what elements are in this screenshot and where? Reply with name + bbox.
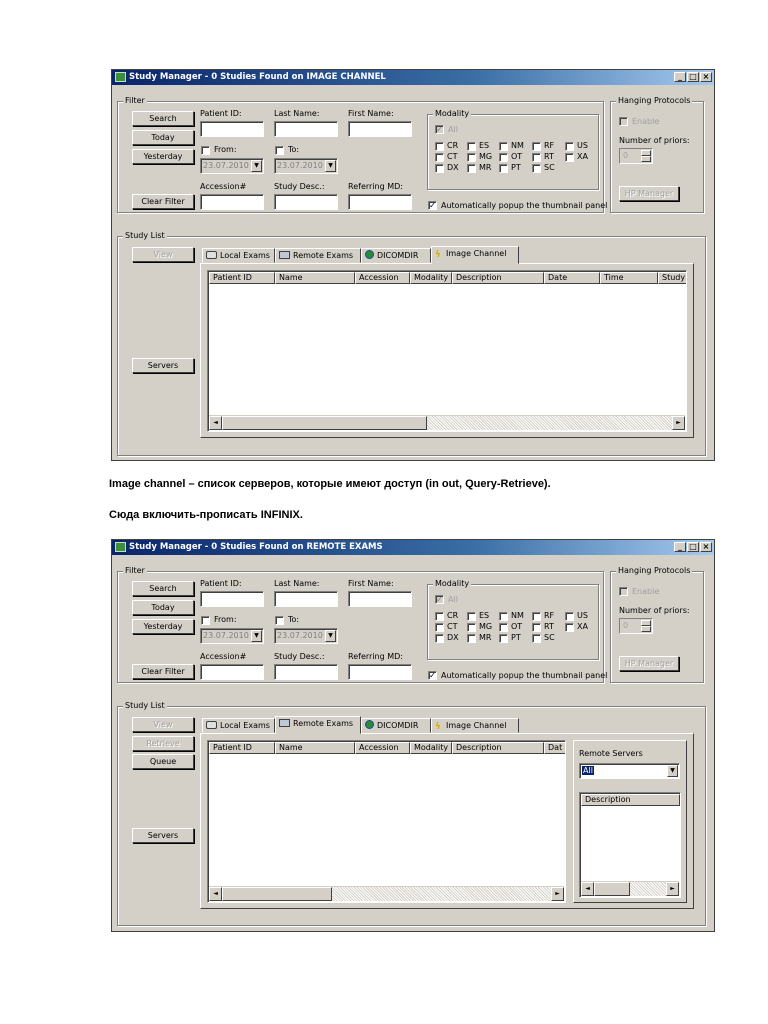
priors-value: 0: [623, 621, 629, 630]
column-header-study[interactable]: Study: [658, 272, 687, 284]
from-date-picker[interactable]: [200, 158, 264, 174]
priors-spinner[interactable]: [619, 618, 653, 634]
maximize-button[interactable]: □: [687, 72, 699, 82]
all-checkbox[interactable]: ✓: [436, 595, 443, 604]
to-label: To:: [288, 145, 300, 154]
modality-checkbox-pt[interactable]: [499, 634, 508, 643]
modality-label-mg: MG: [479, 152, 493, 161]
column-header-accession[interactable]: Accession: [355, 742, 410, 754]
study-list-label: Study List: [125, 231, 165, 240]
globe-icon: [365, 250, 374, 259]
all-label: All: [448, 125, 458, 134]
column-header-patient-id[interactable]: Patient ID: [209, 742, 275, 754]
scroll-left-icon[interactable]: ◄: [209, 416, 222, 430]
modality-label-nm: NM: [511, 611, 524, 620]
scroll-left-icon[interactable]: ◄: [581, 882, 594, 896]
accession-input[interactable]: [200, 664, 264, 680]
first-name-input[interactable]: [348, 121, 412, 137]
scroll-track[interactable]: [332, 887, 551, 901]
modality-label-us: US: [577, 611, 588, 620]
tab-dicomdir[interactable]: [361, 248, 431, 263]
study-table[interactable]: [207, 270, 687, 432]
column-header-description[interactable]: Description: [581, 794, 680, 806]
modality-checkbox-pt[interactable]: [499, 164, 508, 173]
modality-checkbox-sc[interactable]: [532, 634, 541, 643]
column-header-name[interactable]: Name: [275, 272, 355, 284]
enable-label: Enable: [632, 587, 660, 596]
scroll-thumb[interactable]: [594, 882, 630, 896]
yesterday-button[interactable]: Yesterday: [132, 619, 194, 634]
search-button[interactable]: Search: [132, 581, 194, 596]
app-icon: [115, 542, 126, 552]
hanging-protocols-label: Hanging Protocols: [618, 566, 691, 575]
enable-label: Enable: [632, 117, 660, 126]
modality-label-pt: PT: [511, 633, 521, 642]
modality-checkbox-nm[interactable]: [499, 612, 508, 621]
scroll-thumb[interactable]: [222, 416, 427, 430]
first-name-label: First Name:: [348, 109, 394, 118]
remote-servers-label: Remote Servers: [579, 749, 643, 758]
chevron-down-icon[interactable]: ▼: [325, 160, 336, 172]
number-of-priors-label: Number of priors:: [619, 606, 690, 615]
study-table[interactable]: [207, 740, 566, 903]
auto-popup-checkbox[interactable]: ✓: [429, 671, 436, 680]
horizontal-scrollbar[interactable]: [581, 881, 679, 896]
title-bar: [112, 70, 714, 85]
to-checkbox[interactable]: [275, 146, 284, 155]
to-checkbox[interactable]: [275, 616, 284, 625]
study-desc-label: Study Desc.:: [274, 652, 325, 661]
from-date-value: 23.07.2010: [203, 631, 249, 640]
view-button[interactable]: View: [132, 247, 194, 262]
tab-label: DICOMDIR: [377, 251, 419, 260]
to-date-value: 23.07.2010: [277, 631, 323, 640]
accession-input[interactable]: [200, 194, 264, 210]
auto-popup-label: Automatically popup the thumbnail panel: [441, 201, 608, 210]
scroll-left-icon[interactable]: ◄: [209, 887, 222, 901]
modality-checkbox-nm[interactable]: [499, 142, 508, 151]
scroll-thumb[interactable]: [222, 887, 332, 901]
modality-checkbox-rf[interactable]: [532, 142, 541, 151]
last-name-input[interactable]: [274, 121, 338, 137]
modality-label-mr: MR: [479, 633, 492, 642]
server-description-list[interactable]: [579, 792, 681, 898]
modality-label-es: ES: [479, 611, 490, 620]
chevron-down-icon[interactable]: ▼: [251, 160, 262, 172]
modality-label-cr: CR: [447, 611, 459, 620]
modality-checkbox-rf[interactable]: [532, 612, 541, 621]
enable-checkbox[interactable]: [619, 117, 628, 126]
tab-label: Image Channel: [446, 721, 507, 730]
yesterday-button[interactable]: Yesterday: [132, 149, 194, 164]
tab-dicomdir[interactable]: [361, 718, 431, 733]
modality-label-mg: MG: [479, 622, 493, 631]
study-desc-input[interactable]: [274, 194, 338, 210]
scroll-right-icon[interactable]: ►: [551, 887, 564, 901]
window-title: Study Manager - 0 Studies Found on IMAGE CHANNEL: [129, 72, 386, 82]
hp-manager-button[interactable]: HP Manager: [619, 186, 679, 201]
priors-spinner[interactable]: [619, 148, 653, 164]
column-header-description[interactable]: Description: [452, 742, 544, 754]
tab-label: Remote Exams: [293, 251, 354, 260]
network-icon: [279, 251, 290, 259]
modality-checkbox-cr[interactable]: [435, 142, 444, 151]
tab-local-exams[interactable]: [202, 718, 275, 733]
search-button[interactable]: Search: [132, 111, 194, 126]
from-checkbox[interactable]: [201, 146, 210, 155]
modality-label-es: ES: [479, 141, 490, 150]
modality-label-ct: CT: [447, 622, 458, 631]
patient-id-label: Patient ID:: [200, 109, 242, 118]
close-button[interactable]: ×: [700, 72, 712, 82]
tab-image-channel[interactable]: [431, 246, 519, 264]
from-label: From:: [214, 145, 237, 154]
accession-label: Accession#: [200, 652, 247, 661]
clear-filter-button[interactable]: Clear Filter: [132, 664, 194, 679]
modality-label-ct: CT: [447, 152, 458, 161]
lightning-icon: ϟ: [435, 722, 441, 732]
hp-manager-button[interactable]: HP Manager: [619, 656, 679, 671]
scroll-right-icon[interactable]: ►: [672, 416, 685, 430]
tab-label: Image Channel: [446, 249, 507, 258]
modality-checkbox-us[interactable]: [565, 612, 574, 621]
tab-local-exams[interactable]: [202, 248, 275, 263]
title-bar: [112, 540, 714, 555]
column-header-patient-id[interactable]: Patient ID: [209, 272, 275, 284]
minimize-button[interactable]: _: [674, 542, 686, 552]
note-line-2: Сюда включить-прописать INFINIX.: [109, 509, 303, 521]
column-header-date[interactable]: Date: [544, 272, 600, 284]
modality-label-sc: SC: [544, 633, 555, 642]
modality-checkbox-mr[interactable]: [467, 164, 476, 173]
last-name-label: Last Name:: [274, 109, 320, 118]
modality-label-nm: NM: [511, 141, 524, 150]
window-title: Study Manager - 0 Studies Found on REMOTE EXAMS: [129, 542, 383, 552]
filter-group-label: Filter: [125, 566, 145, 575]
remote-servers-selected: All: [583, 766, 593, 775]
horizontal-scrollbar[interactable]: [209, 415, 685, 430]
chevron-down-icon[interactable]: ▼: [251, 630, 262, 642]
modality-group-label: Modality: [435, 579, 470, 588]
scroll-right-icon[interactable]: ►: [666, 882, 679, 896]
tab-image-channel[interactable]: [431, 718, 519, 733]
referring-md-label: Referring MD:: [348, 652, 403, 661]
close-button[interactable]: ×: [700, 542, 712, 552]
modality-checkbox-es[interactable]: [467, 142, 476, 151]
first-name-input[interactable]: [348, 591, 412, 607]
study-list-label: Study List: [125, 701, 165, 710]
modality-checkbox-es[interactable]: [467, 612, 476, 621]
to-label: To:: [288, 615, 300, 624]
minimize-button[interactable]: _: [674, 72, 686, 82]
modality-checkbox-rt[interactable]: [532, 623, 541, 632]
to-date-picker[interactable]: [274, 158, 338, 174]
priors-value: 0: [623, 151, 629, 160]
column-header-date[interactable]: Dat: [544, 742, 566, 754]
disk-icon: [206, 721, 217, 729]
to-date-value: 23.07.2010: [277, 161, 323, 170]
last-name-label: Last Name:: [274, 579, 320, 588]
number-of-priors-label: Number of priors:: [619, 136, 690, 145]
chevron-down-icon[interactable]: ▼: [667, 765, 678, 777]
modality-label-us: US: [577, 141, 588, 150]
study-desc-label: Study Desc.:: [274, 182, 325, 191]
modality-label-rt: RT: [544, 152, 554, 161]
modality-label-xa: XA: [577, 622, 588, 631]
modality-label-mr: MR: [479, 163, 492, 172]
spin-down-icon[interactable]: [641, 626, 651, 632]
tab-label: Remote Exams: [293, 719, 354, 728]
last-name-input[interactable]: [274, 591, 338, 607]
tab-label: DICOMDIR: [377, 721, 419, 730]
referring-md-label: Referring MD:: [348, 182, 403, 191]
globe-icon: [365, 720, 374, 729]
modality-checkbox-mg[interactable]: [467, 153, 476, 162]
column-header-modality[interactable]: Modality: [410, 272, 452, 284]
modality-label-rt: RT: [544, 622, 554, 631]
modality-label-rf: RF: [544, 141, 555, 150]
patient-id-input[interactable]: [200, 591, 264, 607]
modality-checkbox-rt[interactable]: [532, 153, 541, 162]
hanging-protocols-label: Hanging Protocols: [618, 96, 691, 105]
servers-button[interactable]: Servers: [132, 828, 194, 843]
auto-popup-label: Automatically popup the thumbnail panel: [441, 671, 608, 680]
modality-checkbox-ot[interactable]: [499, 623, 508, 632]
from-label: From:: [214, 615, 237, 624]
disk-icon: [206, 251, 217, 259]
referring-md-input[interactable]: [348, 194, 412, 210]
study-manager-window-remote-exams: [111, 539, 715, 932]
tab-remote-exams[interactable]: [275, 248, 361, 263]
tab-label: Local Exams: [220, 721, 270, 730]
modality-label-pt: PT: [511, 163, 521, 172]
app-icon: [115, 72, 126, 82]
today-button[interactable]: Today: [132, 600, 194, 615]
column-header-modality[interactable]: Modality: [410, 742, 452, 754]
column-header-accession[interactable]: Accession: [355, 272, 410, 284]
modality-checkbox-xa[interactable]: [565, 623, 574, 632]
modality-label-rf: RF: [544, 611, 555, 620]
modality-checkbox-ct[interactable]: [435, 623, 444, 632]
modality-label-dx: DX: [447, 633, 459, 642]
tab-remote-exams[interactable]: [275, 716, 361, 734]
modality-group-label: Modality: [435, 109, 470, 118]
to-date-picker[interactable]: [274, 628, 338, 644]
chevron-down-icon[interactable]: ▼: [325, 630, 336, 642]
maximize-button[interactable]: □: [687, 542, 699, 552]
all-label: All: [448, 595, 458, 604]
modality-checkbox-us[interactable]: [565, 142, 574, 151]
scroll-track[interactable]: [427, 416, 672, 430]
modality-label-sc: SC: [544, 163, 555, 172]
first-name-label: First Name:: [348, 579, 394, 588]
modality-checkbox-xa[interactable]: [565, 153, 574, 162]
study-manager-window-image-channel: [111, 69, 715, 461]
modality-checkbox-cr[interactable]: [435, 612, 444, 621]
horizontal-scrollbar[interactable]: [209, 886, 564, 901]
tab-label: Local Exams: [220, 251, 270, 260]
accession-label: Accession#: [200, 182, 247, 191]
patient-id-label: Patient ID:: [200, 579, 242, 588]
modality-checkbox-sc[interactable]: [532, 164, 541, 173]
modality-checkbox-dx[interactable]: [435, 164, 444, 173]
modality-checkbox-mr[interactable]: [467, 634, 476, 643]
modality-label-dx: DX: [447, 163, 459, 172]
study-desc-input[interactable]: [274, 664, 338, 680]
remote-servers-select[interactable]: [579, 763, 680, 779]
lightning-icon: ϟ: [435, 250, 441, 260]
filter-group-label: Filter: [125, 96, 145, 105]
spin-down-icon[interactable]: [641, 156, 651, 162]
referring-md-input[interactable]: [348, 664, 412, 680]
modality-label-ot: OT: [511, 152, 523, 161]
modality-checkbox-mg[interactable]: [467, 623, 476, 632]
modality-label-ot: OT: [511, 622, 523, 631]
auto-popup-checkbox[interactable]: ✓: [429, 201, 436, 210]
column-header-time[interactable]: Time: [600, 272, 658, 284]
patient-id-input[interactable]: [200, 121, 264, 137]
from-date-value: 23.07.2010: [203, 161, 249, 170]
modality-label-xa: XA: [577, 152, 588, 161]
modality-checkbox-ct[interactable]: [435, 153, 444, 162]
servers-button[interactable]: Servers: [132, 358, 194, 373]
from-date-picker[interactable]: [200, 628, 264, 644]
view-button[interactable]: View: [132, 717, 194, 732]
modality-label-cr: CR: [447, 141, 459, 150]
enable-checkbox[interactable]: [619, 587, 628, 596]
network-icon: [279, 719, 290, 727]
column-header-description[interactable]: Description: [452, 272, 544, 284]
modality-checkbox-ot[interactable]: [499, 153, 508, 162]
column-header-name[interactable]: Name: [275, 742, 355, 754]
note-line-1: Image channel – список серверов, которые имеют доступ (in out, Query-Retrieve).: [109, 478, 551, 490]
today-button[interactable]: Today: [132, 130, 194, 145]
all-checkbox[interactable]: ✓: [436, 125, 443, 134]
clear-filter-button[interactable]: Clear Filter: [132, 194, 194, 209]
scroll-track[interactable]: [630, 882, 666, 896]
retrieve-button[interactable]: Retrieve: [132, 736, 194, 751]
from-checkbox[interactable]: [201, 616, 210, 625]
modality-checkbox-dx[interactable]: [435, 634, 444, 643]
queue-button[interactable]: Queue: [132, 754, 194, 769]
